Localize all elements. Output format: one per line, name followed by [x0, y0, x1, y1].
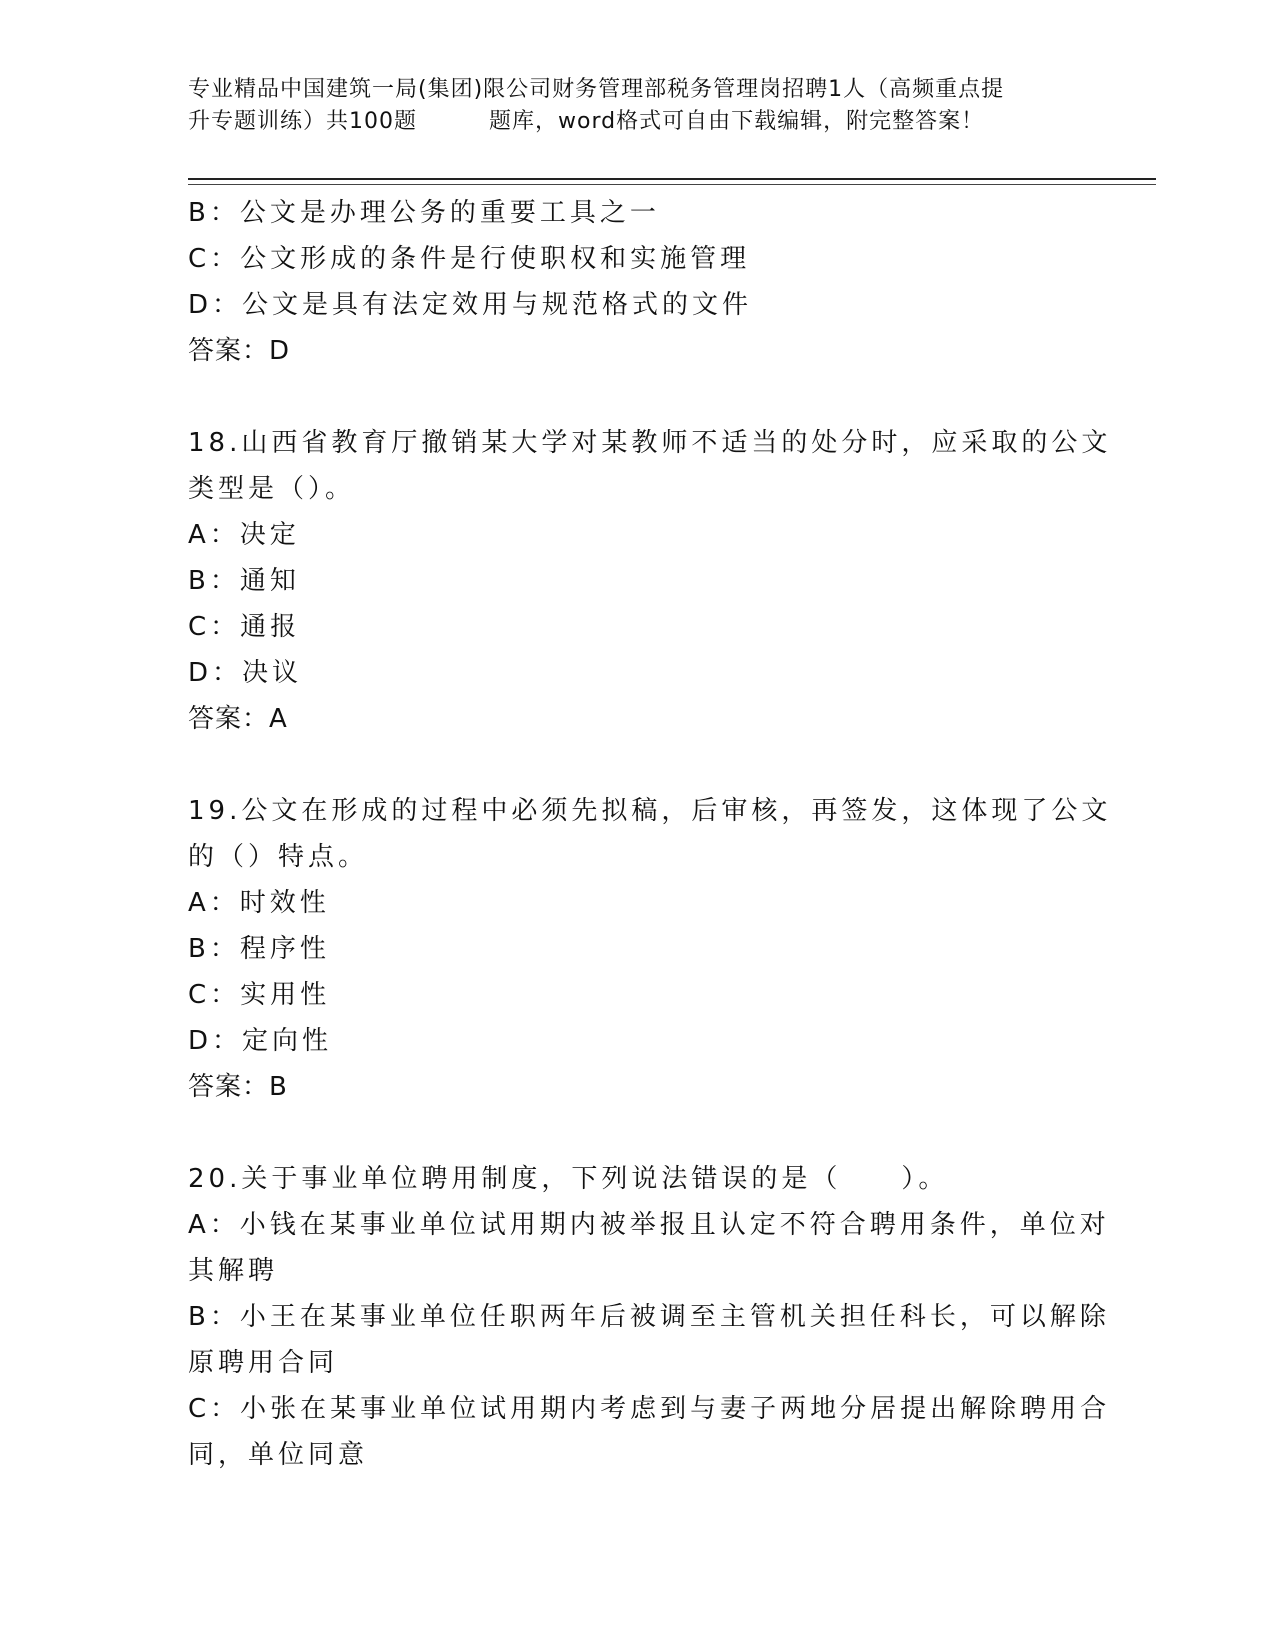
- header-title-line-2: [188, 106, 1088, 138]
- header-title-part: 升专题训练）共100题: [188, 109, 417, 134]
- header-subtitle: 题库，word格式可自由下载编辑，附完整答案！: [489, 109, 985, 134]
- header-divider-thick: [188, 178, 1156, 180]
- option-a: A：时效性: [188, 888, 330, 918]
- question-stem-line-2: 类型是（）。: [188, 474, 356, 504]
- question-stem-line-2: 的（）特点。: [188, 842, 369, 872]
- option-b: B：程序性: [188, 934, 330, 964]
- question-17-continued: [188, 190, 1088, 374]
- option-b-line-2: 原聘用合同: [188, 1348, 339, 1378]
- option-d: D：公文是具有法定效用与规范格式的文件: [188, 290, 753, 320]
- answer: 答案：D: [188, 336, 291, 366]
- option-c: C：公文形成的条件是行使职权和实施管理: [188, 244, 751, 274]
- question-list: [188, 190, 1112, 1478]
- option-d: D：决议: [188, 658, 303, 688]
- option-b: B：公文是办理公务的重要工具之一: [188, 198, 660, 228]
- option-c-line-2: 同，单位同意: [188, 1440, 369, 1470]
- header-divider-thin: [188, 184, 1156, 185]
- question-stem-line-1: 19.公文在形成的过程中必须先拟稿，后审核，再签发，这体现了公文: [188, 796, 1112, 826]
- header-title-line-1: 专业精品中国建筑一局(集团)限公司财务管理部税务管理岗招聘1人（高频重点提: [188, 77, 1005, 102]
- page-header: [188, 74, 1088, 138]
- option-a: A：决定: [188, 520, 300, 550]
- option-c: C：通报: [188, 612, 301, 642]
- answer: 答案：A: [188, 704, 288, 734]
- option-c: C：实用性: [188, 980, 331, 1010]
- question-stem-line-1: 18.山西省教育厅撤销某大学对某教师不适当的处分时，应采取的公文: [188, 428, 1112, 458]
- question-stem-line-1: 20.关于事业单位聘用制度，下列说法错误的是（ ）。: [188, 1164, 949, 1194]
- option-c-line-1: C：小张在某事业单位试用期内考虑到与妻子两地分居提出解除聘用合: [188, 1394, 1111, 1424]
- option-b-line-1: B：小王在某事业单位任职两年后被调至主管机关担任科长，可以解除: [188, 1302, 1110, 1332]
- answer: 答案：B: [188, 1072, 288, 1102]
- question-19: [188, 788, 1112, 1110]
- option-a-line-1: A：小钱在某事业单位试用期内被举报且认定不符合聘用条件，单位对: [188, 1210, 1110, 1240]
- option-a-line-2: 其解聘: [188, 1256, 279, 1286]
- question-20: [188, 1156, 1111, 1478]
- option-b: B：通知: [188, 566, 300, 596]
- option-d: D：定向性: [188, 1026, 333, 1056]
- question-18: [188, 420, 1112, 742]
